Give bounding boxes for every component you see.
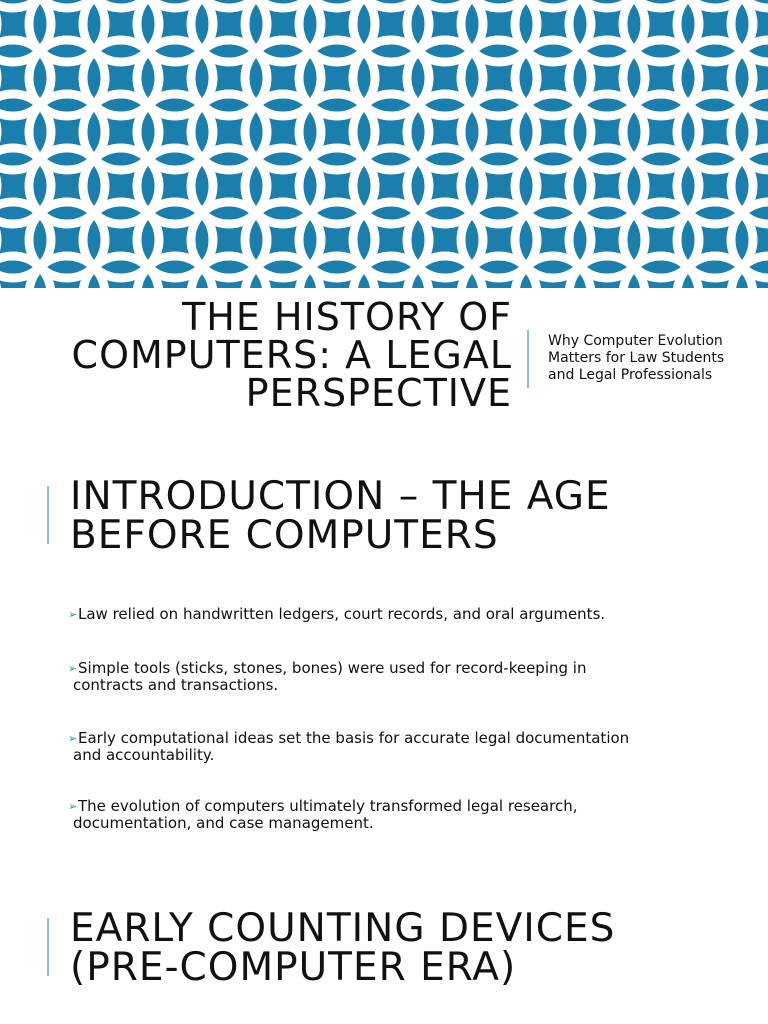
bullet-text-line: Law relied on handwritten ledgers, court records, and oral arguments. [78,605,606,623]
section-heading-line: (PRE-COMPUTER ERA) [70,945,517,990]
section-heading-line: BEFORE COMPUTERS [70,513,499,558]
bullet-text-line: The evolution of computers ultimately transformed legal research, [78,797,578,815]
slide-title [20,295,512,415]
bullet-text-line: documentation, and case management. [73,814,374,832]
section-heading-introduction [70,474,611,558]
section-heading-line: INTRODUCTION – THE AGE [70,474,611,519]
list-item [68,798,577,832]
list-item [68,730,629,764]
bullet-text-line: Early computational ideas set the basis for accurate legal documentation [78,729,630,747]
section-accent-bar [47,486,49,544]
bullet-text-line: Simple tools (sticks, stones, bones) were used for record-keeping in [78,659,587,677]
list-item [68,606,605,623]
circle-lattice-pattern-icon [0,0,768,288]
bullet-text-line: contracts and transactions. [73,676,279,694]
slide-title-line: THE HISTORY OF [182,295,512,339]
arrow-bullet-icon: ➢ [68,732,78,745]
section-accent-bar [47,918,49,976]
arrow-bullet-icon: ➢ [68,800,78,813]
arrow-bullet-icon: ➢ [68,662,78,675]
slide-title-line: PERSPECTIVE [245,371,512,415]
subtitle-line: and Legal Professionals [548,367,713,383]
slide-subtitle [548,333,758,384]
subtitle-line: Matters for Law Students [548,350,725,366]
section-heading-line: EARLY COUNTING DEVICES [70,906,616,951]
list-item [68,660,586,694]
decorative-pattern-banner [0,0,768,288]
bullet-text-line: and accountability. [73,746,215,764]
title-divider [527,330,529,388]
subtitle-line: Why Computer Evolution [548,333,723,349]
section-heading-early-counting-devices [70,906,616,990]
slide-title-line: COMPUTERS: A LEGAL [71,333,512,377]
arrow-bullet-icon: ➢ [68,608,78,621]
